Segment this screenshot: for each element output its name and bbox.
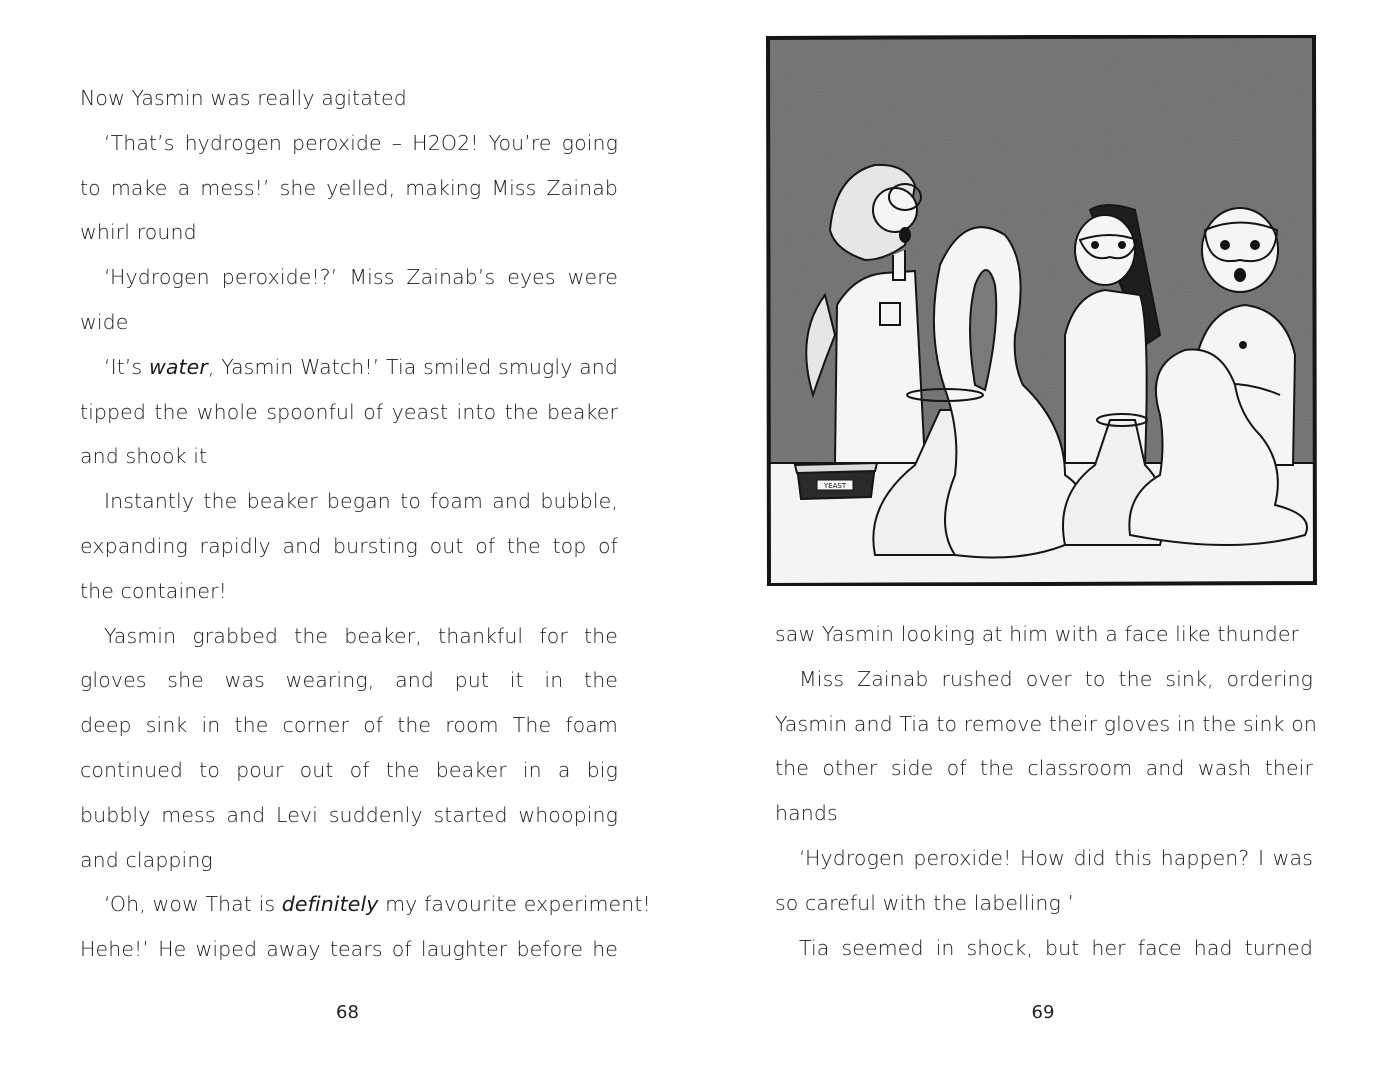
text-line: the container! <box>80 578 227 603</box>
text-line: gloves she was wearing, and put it in the <box>80 668 618 693</box>
text-line: wide <box>80 309 129 334</box>
text-line: ‘That’s hydrogen peroxide – H2O2! You’re going <box>104 130 618 155</box>
text-line: Instantly the beaker began to foam and bubble, <box>104 489 618 514</box>
text-line: continued to pour out of the beaker in a big <box>80 757 618 782</box>
page-number-left: 68 <box>336 1002 359 1023</box>
text-fragment: my favourite experiment! <box>378 892 651 917</box>
right-page-text <box>775 616 1317 974</box>
text-line: and clapping <box>80 847 213 872</box>
text-line: deep sink in the corner of the room The foam <box>80 713 618 738</box>
text-line: Yasmin and Tia to remove their gloves in the sink on <box>775 711 1317 736</box>
text-line: Miss Zainab rushed over to the sink, ordering <box>799 666 1313 691</box>
text-line: ‘Hydrogen peroxide!?’ Miss Zainab’s eyes were <box>104 265 618 290</box>
left-page <box>0 0 695 1080</box>
text-line: Yasmin grabbed the beaker, thankful for the <box>104 623 618 648</box>
text-line: Now Yasmin was really agitated <box>80 86 407 110</box>
text-line: expanding rapidly and bursting out of the top of <box>80 533 618 558</box>
text-line: tipped the whole spoonful of yeast into the beaker <box>80 399 618 424</box>
yeast-label: YEAST <box>823 482 847 490</box>
left-page-text <box>80 80 651 976</box>
text-line: and shook it <box>80 444 208 469</box>
text-line: so careful with the labelling ’ <box>775 890 1075 915</box>
text-fragment: ‘It’s <box>104 354 149 379</box>
text-line: whirl round <box>80 220 197 245</box>
text-line: Tia seemed in shock, but her face had turned <box>799 935 1313 960</box>
text-line: to make a mess!’ she yelled, making Miss Zainab <box>80 175 618 200</box>
illustration-foam-experiment <box>765 35 1318 586</box>
text-fragment: ‘Oh, wow That is <box>104 892 282 917</box>
text-line: saw Yasmin looking at him with a face like thunder <box>775 622 1300 646</box>
text-line: hands <box>775 801 838 826</box>
text-line: the other side of the classroom and wash their <box>775 756 1313 781</box>
text-line: ‘Hydrogen peroxide! How did this happen? I was <box>799 845 1313 870</box>
italic-emphasis: water <box>148 354 208 379</box>
text-fragment: , Yasmin Watch!’ Tia smiled smugly and <box>207 354 618 379</box>
text-line: Hehe!’ He wiped away tears of laughter before he <box>80 937 618 962</box>
right-page <box>695 0 1391 1080</box>
text-line <box>80 349 618 394</box>
text-line: bubbly mess and Levi suddenly started whooping <box>80 802 618 827</box>
italic-emphasis: definitely <box>281 892 379 917</box>
yeast-box <box>795 463 877 499</box>
text-line <box>80 886 651 931</box>
page-number-right: 69 <box>1031 1002 1055 1023</box>
